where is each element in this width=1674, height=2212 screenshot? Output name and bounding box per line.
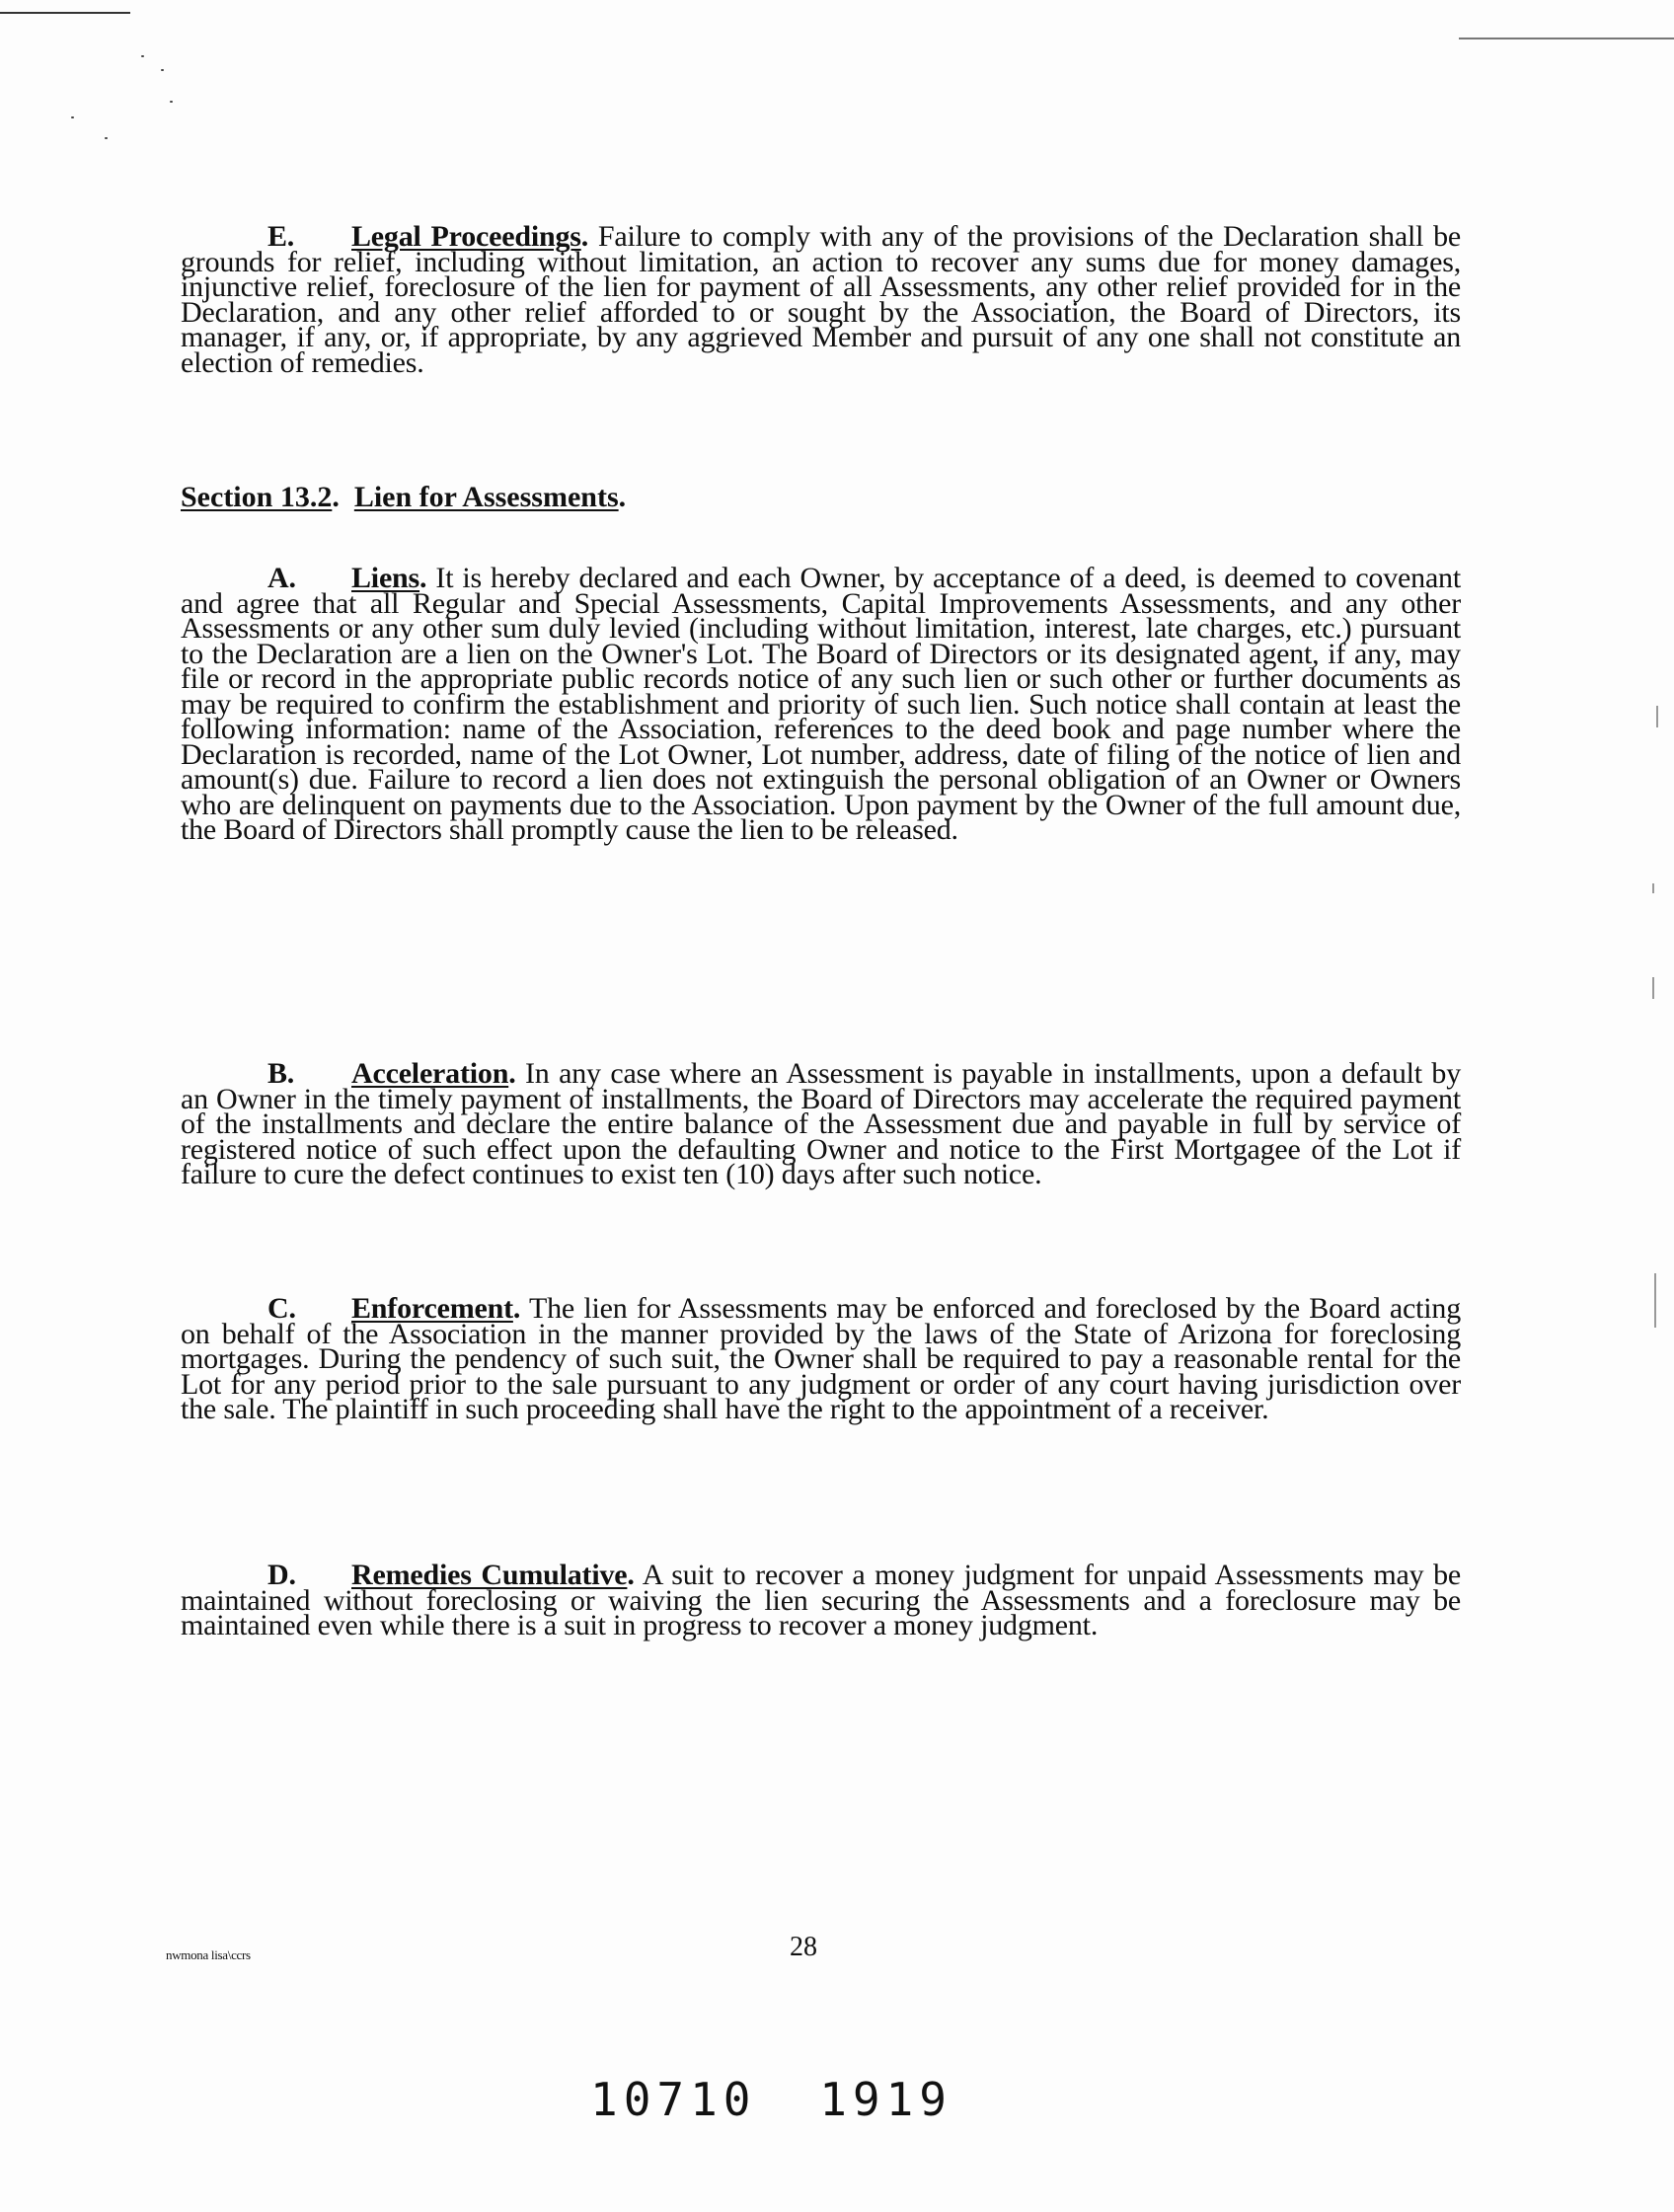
paragraph-heading: Liens xyxy=(351,562,420,594)
scan-speck xyxy=(170,101,173,103)
paragraph-e xyxy=(181,220,1461,379)
paragraph-letter: B. xyxy=(267,1057,295,1090)
scan-speck xyxy=(141,55,144,57)
recording-stamp xyxy=(590,2073,952,2126)
scan-artifact-top-right-line xyxy=(1459,38,1674,39)
scan-margin-mark xyxy=(1654,1273,1656,1328)
page-number: 28 xyxy=(790,1932,817,1962)
paragraph-heading: Enforcement xyxy=(351,1292,513,1325)
heading-period: . xyxy=(580,220,589,253)
scan-margin-mark xyxy=(1652,883,1654,893)
section-title: Lien for Assessments xyxy=(353,481,619,513)
paragraph-letter: C. xyxy=(267,1292,296,1325)
paragraph-body: It is hereby declared and each Owner, by acceptance of a deed, is deemed to covenant and agree that all Regular and Special Assessments, Capital Improvements Assessments, and any other Assessments or any other sum duly levied (including without limitation, interest, late charges, etc.) pursuant to the Declaration are a lien on the Owner's Lot. The Board of Directors or its designated agent, if any, may file or record in the appropriate public records notice of any such lien or such other or further documents as may be required to confirm the establishment and priority of such lien. Such notice shall contain at least the following information: name of the Association, references to the deed book and page number where the Declaration is recorded, name of the Lot Owner, Lot number, address, date of filing of the notice of lien and amount(s) due. Failure to record a lien does not extinguish the personal obligation of an Owner or Owners who are delinquent on payments due to the Association. Upon payment by the Owner of the full amount due, the Board of Directors shall promptly cause the lien to be released. xyxy=(181,562,1461,846)
paragraph-letter: D. xyxy=(267,1559,296,1591)
heading-period: . xyxy=(508,1057,516,1090)
recording-docket-number: 10710 xyxy=(590,2073,757,2126)
paragraph-d xyxy=(181,1559,1461,1641)
scan-speck xyxy=(71,116,74,118)
scan-margin-mark xyxy=(1656,706,1658,727)
paragraph-b xyxy=(181,1057,1461,1190)
heading-period: . xyxy=(419,562,427,594)
scan-speck xyxy=(105,137,108,139)
paragraph-heading: Remedies Cumulative xyxy=(351,1559,628,1591)
heading-period: . xyxy=(512,1292,521,1325)
paragraph-heading: Legal Proceedings xyxy=(351,220,581,253)
recording-page-number: 1919 xyxy=(819,2073,952,2126)
scan-speck xyxy=(161,69,164,71)
paragraph-body: In any case where an Assessment is payable in installments, upon a default by an Owner in the timely payment of installments, the Board of Directors may accelerate the required payment of the installments and declare the entire balance of the Assessment due and payable in full by service of registered notice of such effect upon the defaulting Owner and notice to the First Mortgagee of the Lot if failure to cure the defect continues to exist ten (10) days after such notice. xyxy=(181,1057,1461,1190)
section-heading: Section 13.2. Lien for Assessments. xyxy=(181,481,627,513)
scan-artifact-top-left-line xyxy=(0,12,130,14)
footer-file-path: nwmona lisa\ccrs xyxy=(166,1947,251,1962)
scan-margin-mark xyxy=(1652,977,1654,999)
paragraph-a xyxy=(181,562,1461,846)
heading-period: . xyxy=(627,1559,635,1591)
paragraph-c xyxy=(181,1292,1462,1425)
paragraph-body: Failure to comply with any of the provisions of the Declaration shall be grounds for relief, including without limitation, an action to recover any sums due for money damages, injunctive relief, foreclosure of the lien for payment of all Assessments, any other relief provided for in the Declaration, and any other relief afforded to or sought by the Association, the Board of Directors, its manager, if any, or, if appropriate, by any aggrieved Member and pursuit of any one shall not constitute an election of remedies. xyxy=(181,220,1461,379)
paragraph-letter: E. xyxy=(267,220,295,253)
paragraph-heading: Acceleration xyxy=(351,1057,509,1090)
paragraph-body: The lien for Assessments may be enforced and foreclosed by the Board acting on behalf of the Association in the manner provided by the laws of the State of Arizona for foreclosing mortgages. During the pendency of such suit, the Owner shall be required to pay a reasonable rental for the Lot for any period prior to the sale pursuant to any judgment or order of any court having jurisdiction over the sale. The plaintiff in such proceeding shall have the right to the appointment of a receiver. xyxy=(181,1292,1462,1425)
section-number: Section 13.2 xyxy=(181,481,333,513)
paragraph-letter: A. xyxy=(267,562,296,594)
paragraph-body: A suit to recover a money judgment for unpaid Assessments may be maintained without foreclosing or waiving the lien securing the Assessments and a foreclosure may be maintained even while there is a suit in progress to recover a money judgment. xyxy=(181,1559,1461,1641)
